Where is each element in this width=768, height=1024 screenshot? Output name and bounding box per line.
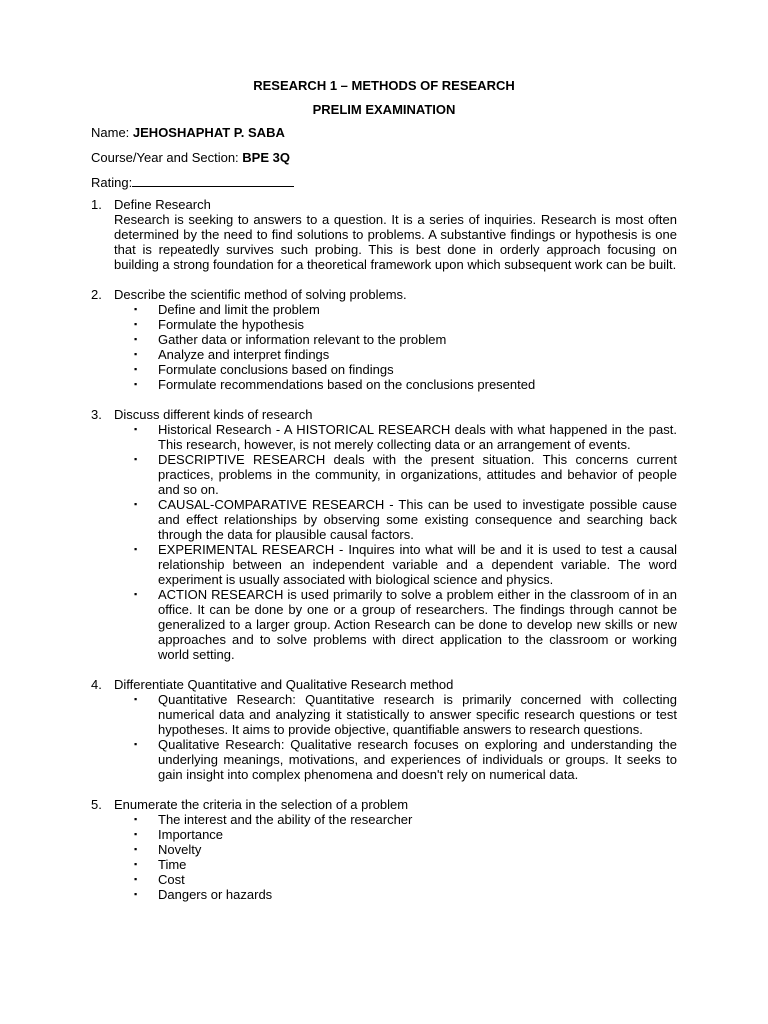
square-bullet-icon: ▪ — [134, 319, 138, 329]
course-label: Course/Year and Section: — [91, 150, 243, 165]
question-number: 2. — [91, 287, 102, 302]
list-item-text: Quantitative Research: Quantitative research is primarily concerned with collecting numerical data and analyzing it statistically to answer specific research questions or test hypotheses. It aims to provide objective, quantifiable answers to research questions. — [158, 692, 677, 737]
name-label: Name: — [91, 125, 133, 140]
question-5 — [91, 797, 677, 902]
list-item-text: EXPERIMENTAL RESEARCH - Inquires into what will be and it is used to test a causal relationship between an independent variable and a dependent variable. The word experiment is usually associated with biological science and physics. — [158, 542, 677, 587]
list-item — [134, 842, 677, 857]
document-subtitle: PRELIM EXAMINATION — [312, 102, 456, 117]
list-item-text: DESCRIPTIVE RESEARCH deals with the present situation. This concerns current practices, problems in the community, in organizations, attitudes and behavior of people and so on. — [158, 452, 677, 497]
square-bullet-icon: ▪ — [134, 544, 138, 554]
list-item — [134, 377, 677, 392]
list-item — [134, 587, 677, 662]
square-bullet-icon: ▪ — [134, 889, 138, 899]
question-2 — [91, 287, 677, 392]
square-bullet-icon: ▪ — [134, 499, 138, 509]
list-item-text: Importance — [158, 827, 224, 842]
list-item — [134, 887, 677, 902]
list-item-text: Novelty — [158, 842, 202, 857]
square-bullet-icon: ▪ — [134, 814, 138, 824]
list-item — [134, 362, 677, 377]
list-item — [134, 347, 677, 362]
question-number: 4. — [91, 677, 102, 692]
square-bullet-icon: ▪ — [134, 424, 138, 434]
list-item — [134, 542, 677, 587]
course-field — [91, 150, 290, 165]
square-bullet-icon: ▪ — [134, 739, 138, 749]
square-bullet-icon: ▪ — [134, 694, 138, 704]
list-item — [134, 452, 677, 497]
rating-label: Rating: — [91, 175, 133, 190]
list-item-text: Analyze and interpret findings — [158, 347, 330, 362]
square-bullet-icon: ▪ — [134, 304, 138, 314]
answer-bullet-list — [114, 692, 677, 782]
question-title: Discuss different kinds of research — [114, 407, 313, 422]
answer-bullet-list — [114, 302, 677, 392]
list-item — [134, 737, 677, 782]
square-bullet-icon: ▪ — [134, 334, 138, 344]
name-field — [91, 125, 285, 140]
list-item — [134, 317, 677, 332]
list-item-text: Gather data or information relevant to the problem — [158, 332, 447, 347]
answer-bullet-list — [114, 812, 677, 902]
question-3 — [91, 407, 677, 662]
rating-field — [91, 174, 294, 190]
question-title: Describe the scientific method of solving problems. — [114, 287, 407, 302]
name-value: JEHOSHAPHAT P. SABA — [132, 125, 285, 140]
question-4 — [91, 677, 677, 782]
rating-blank-line — [132, 174, 294, 187]
list-item-text: The interest and the ability of the researcher — [158, 812, 413, 827]
list-item — [134, 302, 677, 317]
list-item-text: Qualitative Research: Qualitative research focuses on exploring and understanding the underlying meanings, motivations, and experiences of individuals or groups. It seeks to gain insight into complex phenomena and doesn't rely on numerical data. — [158, 737, 677, 782]
list-item-text: Historical Research - A HISTORICAL RESEARCH deals with what happened in the past. This research, however, is not merely collecting data or an arrangement of events. — [158, 422, 677, 452]
document-title: RESEARCH 1 – METHODS OF RESEARCH — [253, 78, 515, 93]
question-number: 1. — [91, 197, 102, 212]
list-item-text: Define and limit the problem — [158, 302, 320, 317]
list-item-text: Time — [158, 857, 187, 872]
square-bullet-icon: ▪ — [134, 454, 138, 464]
course-value: BPE 3Q — [242, 150, 290, 165]
square-bullet-icon: ▪ — [134, 829, 138, 839]
question-number: 3. — [91, 407, 102, 422]
square-bullet-icon: ▪ — [134, 349, 138, 359]
answer-bullet-list — [114, 422, 677, 662]
list-item — [134, 812, 677, 827]
question-title: Enumerate the criteria in the selection of a problem — [114, 797, 409, 812]
square-bullet-icon: ▪ — [134, 379, 138, 389]
question-number: 5. — [91, 797, 102, 812]
list-item-text: Cost — [158, 872, 185, 887]
list-item-text: Formulate recommendations based on the conclusions presented — [158, 377, 536, 392]
list-item — [134, 497, 677, 542]
question-title: Differentiate Quantitative and Qualitative Research method — [114, 677, 454, 692]
list-item — [134, 827, 677, 842]
list-item — [134, 332, 677, 347]
list-item — [134, 692, 677, 737]
question-title: Define Research — [114, 197, 211, 212]
question-list — [91, 197, 677, 917]
list-item-text: Dangers or hazards — [158, 887, 273, 902]
list-item-text: ACTION RESEARCH is used primarily to solve a problem either in the classroom of in an office. It can be done by one or a group of researchers. The findings through cannot be generalized to a larger group. Action Research can be done to develop new skills or new approaches and to solve problems with direct application to the classroom or working world setting. — [158, 587, 677, 662]
square-bullet-icon: ▪ — [134, 859, 138, 869]
list-item-text: Formulate the hypothesis — [158, 317, 304, 332]
square-bullet-icon: ▪ — [134, 844, 138, 854]
list-item-text: CAUSAL-COMPARATIVE RESEARCH - This can be used to investigate possible cause and effect relationships by observing some existing consequence and searching back through the data for plausible causal factors. — [158, 497, 677, 542]
square-bullet-icon: ▪ — [134, 364, 138, 374]
list-item — [134, 872, 677, 887]
question-answer-paragraph: Research is seeking to answers to a question. It is a series of inquiries. Research is most often determined by the need to find solutions to problems. A substantive findings or hypothesis is one that is repeatedly survives such probing. This is best done in orderly approach focusing on building a strong foundation for a theoretical framework upon which subsequent work can be built. — [114, 212, 677, 272]
square-bullet-icon: ▪ — [134, 874, 138, 884]
list-item — [134, 857, 677, 872]
question-1 — [91, 197, 677, 272]
list-item — [134, 422, 677, 452]
square-bullet-icon: ▪ — [134, 589, 138, 599]
list-item-text: Formulate conclusions based on findings — [158, 362, 394, 377]
